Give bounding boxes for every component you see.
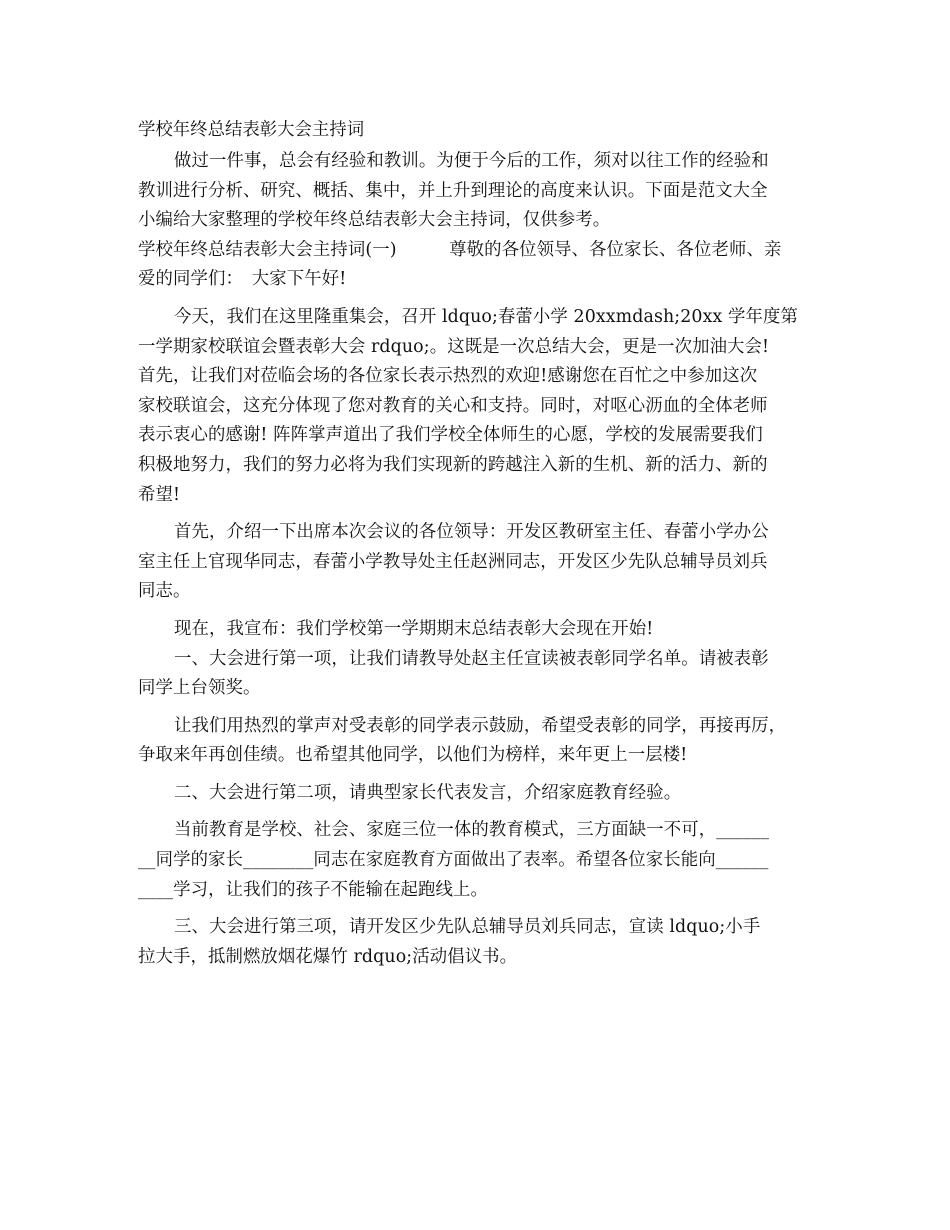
text-line: 现在，我宣布：我们学校第一学期期末总结表彰大会现在开始! bbox=[174, 618, 654, 639]
document-body bbox=[138, 117, 828, 972]
text-line: 二、大会进行第二项，请典型家长代表发言，介绍家庭教育经验。 bbox=[174, 782, 682, 803]
text-line: 爱的同学们： 大家下午好! bbox=[138, 269, 347, 290]
text-line: 小编给大家整理的学校年终总结表彰大会主持词，仅供参考。 bbox=[138, 210, 611, 231]
text-line: 今天，我们在这里隆重集会，召开 ldquo;春蕾小学 20xxmdash;20xx 学年度第 bbox=[174, 306, 798, 327]
text-line: 当前教育是学校、社会、家庭三位一体的教育模式，三方面缺一不可，______ bbox=[174, 820, 769, 841]
text-line: 做过一件事，总会有经验和教训。为便于今后的工作，须对以往工作的经验和 bbox=[174, 151, 769, 171]
text-line: 室主任上官现华同志，春蕾小学教导处主任赵洲同志，开发区少先队总辅导员刘兵 bbox=[138, 551, 768, 572]
text-line: 积极地努力，我们的努力必将为我们实现新的跨越注入新的生机、新的活力、新的 bbox=[138, 454, 768, 475]
text-line: 学校年终总结表彰大会主持词(一) 尊敬的各位领导、各位家长、各位老师、亲 bbox=[138, 239, 782, 260]
text-line: 一学期家校联谊会暨表彰大会 rdquo;。这既是一次总结大会，更是一次加油大会! bbox=[138, 336, 770, 357]
text-line: 争取来年再创佳绩。也希望其他同学，以他们为榜样，来年更上一层楼! bbox=[138, 745, 688, 766]
text-line: 同学上台领奖。 bbox=[138, 678, 261, 699]
text-line: 希望! bbox=[138, 484, 181, 505]
text-line: __同学的家长________同志在家庭教育方面做出了表率。希望各位家长能向______ bbox=[138, 850, 769, 871]
text-line: 首先，让我们对莅临会场的各位家长表示热烈的欢迎!感谢您在百忙之中参加这次 bbox=[138, 366, 758, 387]
paragraph-gap bbox=[138, 771, 828, 779]
text-line: 同志。 bbox=[138, 581, 191, 602]
paragraph-gap bbox=[138, 808, 828, 816]
paragraph-gap bbox=[138, 704, 828, 712]
paragraph-gap bbox=[138, 295, 828, 303]
text-line: 拉大手，抵制燃放烟花爆竹 rdquo;活动倡议书。 bbox=[138, 946, 518, 967]
text-line: 首先，介绍一下出席本次会议的各位领导：开发区教研室主任、春蕾小学办公 bbox=[174, 522, 769, 543]
text-line: 一、大会进行第一项，让我们请教导处赵主任宣读被表彰同学名单。请被表彰 bbox=[174, 648, 769, 669]
document-title: 学校年终总结表彰大会主持词 bbox=[138, 120, 365, 140]
text-line: 三、大会进行第三项，请开发区少先队总辅导员刘兵同志，宣读 ldquo;小手 bbox=[174, 917, 761, 938]
text-line: 教训进行分析、研究、概括、集中，并上升到理论的高度来认识。下面是范文大全 bbox=[138, 180, 768, 201]
text-line: ____学习，让我们的孩子不能输在起跑线上。 bbox=[138, 879, 489, 900]
text-line: 让我们用热烈的掌声对受表彰的同学表示鼓励，希望受表彰的同学，再接再厉， bbox=[174, 715, 787, 736]
text-line: 表示衷心的感谢! 阵阵掌声道出了我们学校全体师生的心愿，学校的发展需要我们 bbox=[138, 425, 763, 446]
paragraph-gap bbox=[138, 607, 828, 615]
paragraph-gap bbox=[138, 905, 828, 913]
text-line: 家校联谊会，这充分体现了您对教育的关心和支持。同时，对呕心沥血的全体老师 bbox=[138, 395, 768, 416]
paragraph-gap bbox=[138, 510, 828, 518]
